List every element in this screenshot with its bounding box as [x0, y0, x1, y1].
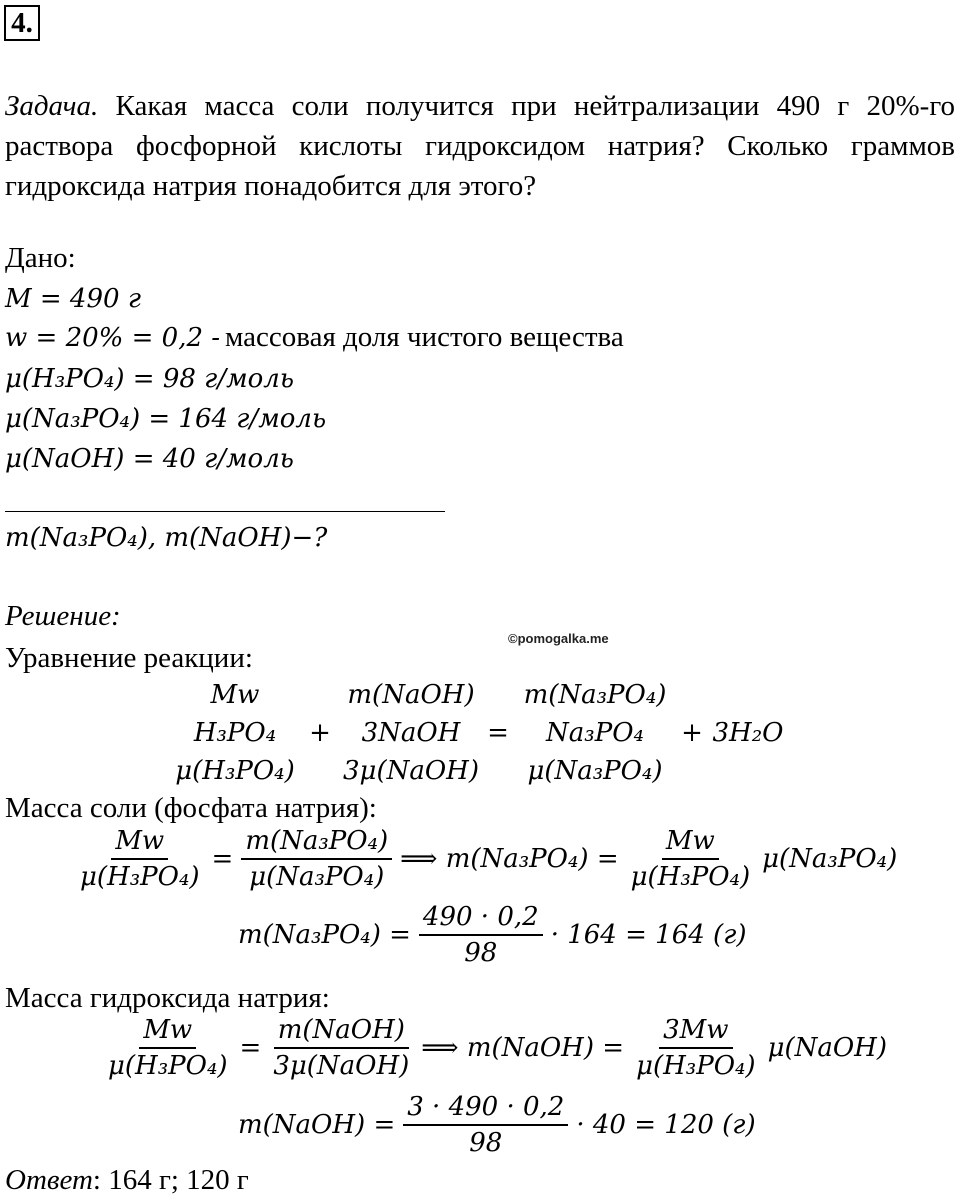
answer-label: Ответ — [5, 1164, 93, 1196]
reaction-salt: Na₃PO₄ — [546, 718, 644, 748]
naoh-result: · 40 = 120 (г) — [576, 1110, 756, 1140]
watermark: ©pomogalka.me — [508, 631, 609, 646]
salt-equation-1 — [76, 828, 897, 890]
salt-fraction-1: $\frac{Mw}{\text{μ(H₃PO₄)}}$ — [80, 826, 200, 892]
given-molar-acid: μ(H₃PO₄) = 98 г/моль — [5, 364, 294, 394]
salt-label: Масса соли (фосфата натрия): — [5, 792, 377, 824]
reaction-equation — [0, 676, 960, 796]
naoh-label: Масса гидроксида натрия: — [5, 982, 330, 1014]
salt-eq-sign: = — [211, 844, 234, 874]
naoh-tail: μ(NaOH) — [767, 1033, 888, 1063]
task-paragraph — [5, 86, 955, 206]
given-molar-base: μ(NaOH) = 40 г/моль — [5, 444, 294, 474]
reaction-top-base: m(NaOH) — [347, 680, 475, 710]
salt-fraction-2: $\frac{\text{m(Na₃PO₄)}}{\text{μ(Na₃PO₄)}}$ — [241, 828, 392, 890]
naoh-eq-sign: = — [239, 1033, 262, 1063]
salt-fraction-3: $\frac{Mw}{\text{μ(H₃PO₄)}}$ — [630, 826, 751, 892]
naoh-fraction-3: $\frac{3Mw}{\text{μ(H₃PO₄)}}$ — [636, 1015, 756, 1081]
salt-result: · 164 = 164 (г) — [550, 920, 747, 950]
naoh-equation-1 — [104, 1017, 887, 1079]
naoh-equation-2 — [238, 1094, 756, 1156]
task-label: Задача. — [5, 90, 99, 122]
given-mass: M = 490 г — [5, 284, 141, 314]
naoh-implies: ⟹ m(NaOH) = — [421, 1033, 625, 1063]
given-molar-salt: μ(Na₃PO₄) = 164 г/моль — [5, 404, 327, 434]
given-fraction-note: массовая доля чистого вещества — [225, 321, 624, 353]
naoh-lhs: m(NaOH) = — [238, 1110, 396, 1140]
reaction-label: Уравнение реакции: — [5, 642, 253, 674]
reaction-acid: H₃PO₄ — [193, 718, 277, 748]
solution-label: Решение: — [5, 600, 121, 632]
task-text: Какая масса соли получится при нейтрализации 490 г 20%-го раствора фосфорной кислоты гидроксидом натрия? Сколько граммов гидроксида натрия понадобится для этого? — [5, 90, 955, 202]
naoh-fraction-2: $\frac{\text{m(NaOH)}}{\text{3μ(NaOH)}}$ — [273, 1015, 410, 1081]
reaction-equals: = — [487, 718, 509, 748]
reaction-water: 3H₂O — [712, 718, 784, 748]
naoh-fraction-1: $\frac{Mw}{\text{μ(H₃PO₄)}}$ — [108, 1015, 228, 1081]
reaction-top-acid: Mw — [210, 680, 260, 710]
find-line: m(Na₃PO₄), m(NaOH)−? — [5, 523, 328, 553]
salt-tail: μ(Na₃PO₄) — [762, 844, 898, 874]
salt-lhs: m(Na₃PO₄) = — [238, 920, 411, 950]
reaction-bottom-salt: μ(Na₃PO₄) — [527, 756, 663, 786]
reaction-plus-1: + — [309, 718, 331, 748]
reaction-bottom-base: 3μ(NaOH) — [343, 756, 479, 786]
given-label: Дано: — [5, 242, 76, 274]
answer-text: : 164 г; 120 г — [92, 1164, 249, 1196]
problem-number: 4. — [4, 5, 40, 41]
naoh-calc-fraction: $\frac{3 \cdot 490 \cdot 0,2}{98}$ — [403, 1094, 568, 1156]
salt-calc-fraction: $\frac{490 \cdot 0,2}{98}$ — [419, 904, 543, 966]
given-fraction: w = 20% = 0,2 - — [5, 323, 221, 353]
answer-line — [5, 1166, 249, 1195]
salt-implies: ⟹ m(Na₃PO₄) = — [400, 844, 619, 874]
reaction-top-salt: m(Na₃PO₄) — [523, 680, 667, 710]
given-divider — [5, 511, 445, 512]
reaction-bottom-acid: μ(H₃PO₄) — [175, 756, 295, 786]
reaction-base: 3NaOH — [361, 718, 461, 748]
reaction-plus-2: + — [681, 718, 703, 748]
salt-equation-2 — [238, 904, 746, 966]
